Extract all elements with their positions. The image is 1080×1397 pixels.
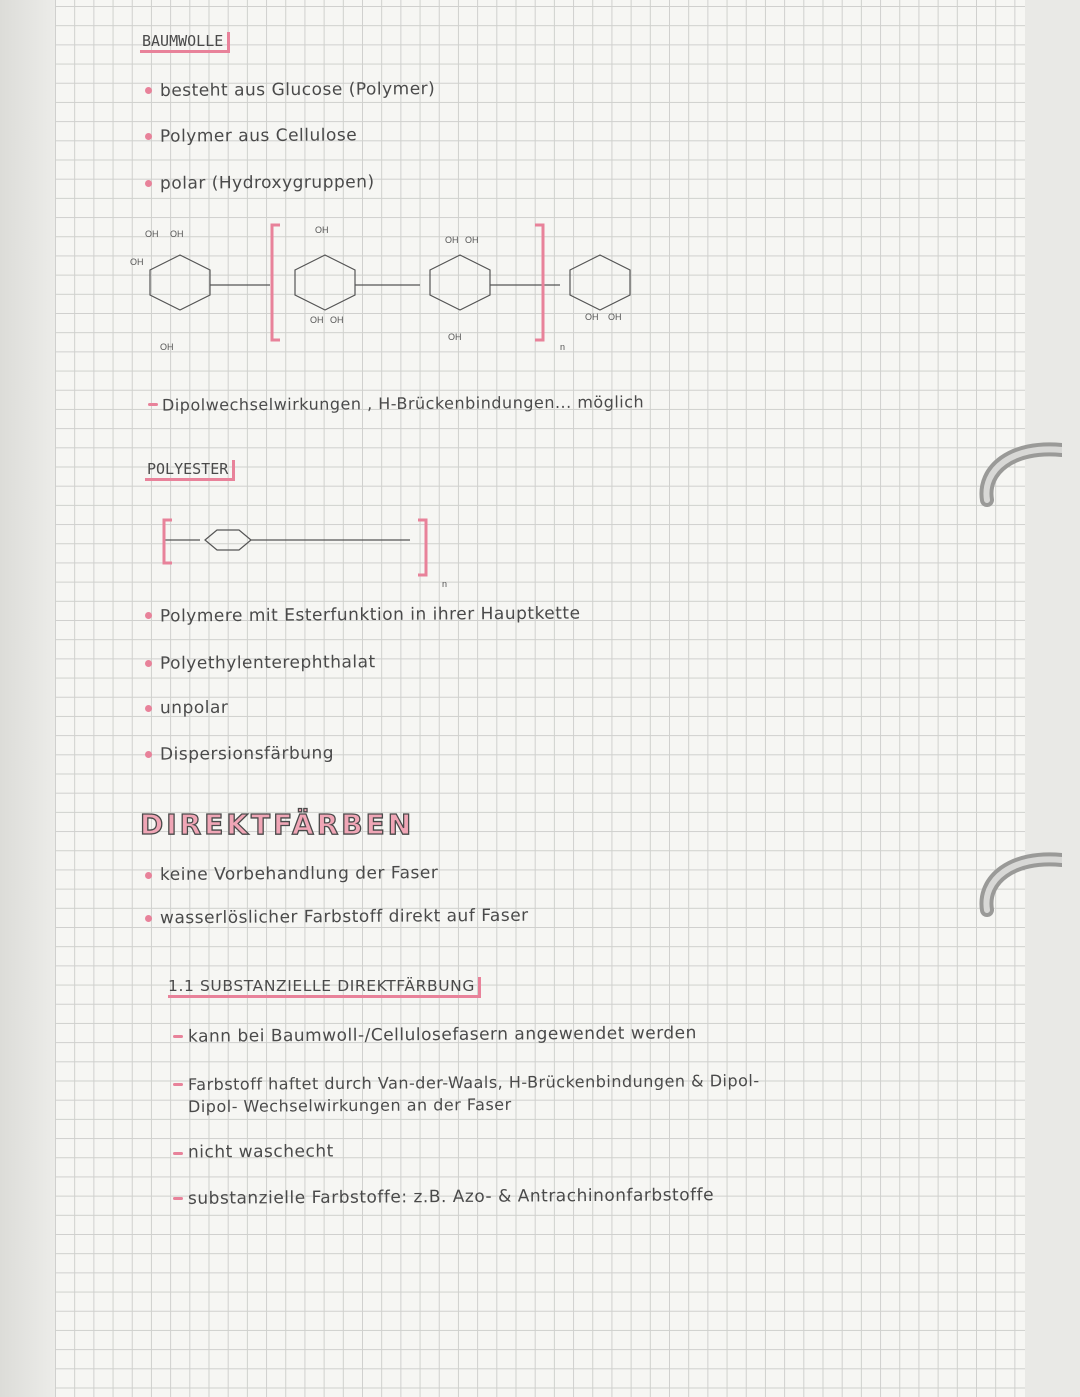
polyester-bullet-2: Polyethylenterephthalat bbox=[159, 652, 376, 674]
svg-text:OH: OH bbox=[585, 312, 599, 322]
bullet-dot bbox=[145, 180, 152, 187]
binder-ring-top bbox=[942, 440, 1062, 510]
substanziell-item-2: Farbstoff haftet durch Van-der-Waals, H-Brückenbindungen & Dipol- bbox=[187, 1071, 760, 1094]
svg-text:OH: OH bbox=[608, 312, 622, 322]
svg-text:OH: OH bbox=[448, 332, 462, 342]
baumwolle-bullet-2: Polymer aus Cellulose bbox=[159, 125, 358, 147]
baumwolle-bullet-3: polar (Hydroxygruppen) bbox=[159, 172, 375, 194]
svg-text:OH: OH bbox=[310, 315, 324, 325]
polyester-structure-diagram bbox=[150, 515, 450, 590]
direktfaerben-bullet-2: wasserlöslicher Farbstoff direkt auf Faser bbox=[159, 905, 529, 929]
repeat-n-label: n bbox=[442, 579, 448, 589]
bullet-dot bbox=[145, 915, 152, 922]
svg-text:n: n bbox=[560, 342, 566, 352]
dash-marker bbox=[173, 1152, 183, 1155]
polyester-bullet-1: Polymere mit Esterfunktion in ihrer Hauptkette bbox=[159, 603, 581, 627]
substanziell-item-3: nicht waschecht bbox=[187, 1141, 334, 1163]
svg-text:OH: OH bbox=[445, 235, 459, 245]
direktfaerben-bullet-1: keine Vorbehandlung der Faser bbox=[159, 863, 439, 885]
substanziell-item-2-cont: Dipol- Wechselwirkungen an der Faser bbox=[187, 1094, 512, 1117]
polyester-bullet-3: unpolar bbox=[159, 697, 229, 719]
svg-text:OH: OH bbox=[160, 342, 174, 352]
heading-direktfaerben: DIREKTFÄRBEN bbox=[140, 808, 415, 841]
bullet-dot bbox=[145, 872, 152, 879]
bullet-dot bbox=[145, 133, 152, 140]
dash-marker bbox=[173, 1035, 183, 1038]
structure-labels bbox=[130, 225, 622, 352]
substanziell-item-1: kann bei Baumwoll-/Cellulosefasern angewendet werden bbox=[187, 1023, 697, 1047]
paper-edge bbox=[0, 0, 55, 1397]
bullet-dot bbox=[145, 751, 152, 758]
bullet-dot bbox=[145, 612, 152, 619]
dash-marker bbox=[173, 1083, 183, 1086]
polyester-bullet-4: Dispersionsfärbung bbox=[159, 743, 335, 765]
svg-text:OH: OH bbox=[145, 229, 159, 239]
svg-text:OH: OH bbox=[465, 235, 479, 245]
svg-text:OH: OH bbox=[330, 315, 344, 325]
bullet-dot bbox=[145, 87, 152, 94]
binder-ring-bottom bbox=[942, 850, 1062, 920]
svg-text:OH: OH bbox=[315, 225, 329, 235]
cellulose-structure-diagram bbox=[130, 215, 670, 360]
heading-polyester: POLYESTER bbox=[145, 460, 235, 481]
baumwolle-note: Dipolwechselwirkungen , H-Brückenbindungen... möglich bbox=[161, 392, 645, 415]
dash-marker bbox=[173, 1197, 183, 1200]
bullet-dot bbox=[145, 660, 152, 667]
dash-marker bbox=[148, 403, 158, 406]
heading-baumwolle: BAUMWOLLE bbox=[140, 32, 230, 53]
svg-text:OH: OH bbox=[130, 257, 144, 267]
substanziell-item-4: substanzielle Farbstoffe: z.B. Azo- & Antrachinonfarbstoffe bbox=[187, 1185, 715, 1209]
svg-text:OH: OH bbox=[170, 229, 184, 239]
heading-substanzielle-direktfaerbung: 1.1 SUBSTANZIELLE DIREKTFÄRBUNG bbox=[168, 977, 481, 998]
baumwolle-bullet-1: besteht aus Glucose (Polymer) bbox=[159, 79, 436, 101]
bullet-dot bbox=[145, 705, 152, 712]
